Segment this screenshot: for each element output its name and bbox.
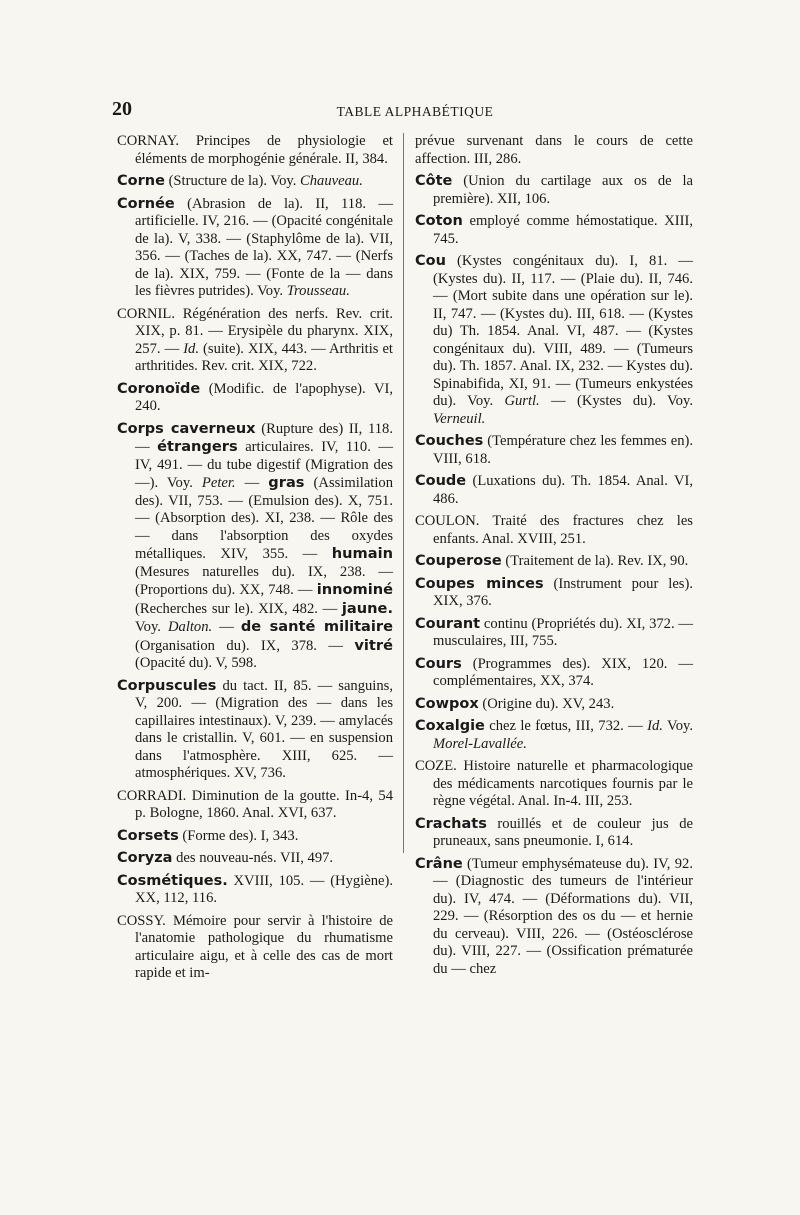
headword: Cours: [415, 655, 462, 672]
index-entry-cornil: CORNIL. Régénération des nerfs. Rev. crit. XIX, p. 81. — Erysipèle du pharynx. XIX, 257. — Id. (suite). XIX, 443. — Arthritis et arthritides. Rev. crit. XIX, 722.: [117, 305, 393, 374]
headword: Cornée: [117, 195, 175, 212]
headword: Corne: [117, 173, 165, 189]
index-entry-crane: Crâne (Tumeur emphysémateuse du). IV, 92. — (Diagnostic des tumeurs de l'intérieur du). IV, 474. — (Déformations du). VII, 229. — (Résorption des os du — et hernie du cerveau). VIII, 226. — (Ostéosclérose du). VIII, 227. — (Ossification prématurée du — chez: [415, 855, 693, 977]
headword: Couperose: [415, 553, 502, 569]
index-entry-corradi: CORRADI. Diminution de la goutte. In-4, 54 p. Bologne, 1860. Anal. XVI, 637.: [117, 787, 393, 821]
headword: Corpuscules: [117, 677, 217, 694]
headword: Corsets: [117, 827, 179, 844]
headword: Coude: [415, 473, 467, 489]
index-entry-couches: Couches (Température chez les femmes en). VIII, 618.: [415, 433, 693, 467]
index-entry-coton: Coton employé comme hémostatique. XIII, 745.: [415, 213, 693, 247]
index-entry-cossy: COSSY. Mémoire pour servir à l'histoire de l'anatomie pathologique du rhumatisme articulaire aigu, et à celle des cas de mort rapide et im-: [117, 912, 393, 981]
index-entry-corpuscules: Corpuscules du tact. II, 85. — sanguins, V, 200. — (Migration des — dans les capillaires intestinaux). V, 239. — amylacés dans le cristallin. V, 601. — en suspension dans l'atmosphère. XIII, 625. — atmosphériques. XV, 736.: [117, 677, 393, 781]
index-entry-cornay: CORNAY. Principes de physiologie et éléments de morphogénie générale. II, 384.: [117, 133, 393, 167]
index-entry-cowpox: Cowpox (Origine du). XV, 243.: [415, 695, 615, 712]
index-entry-coude: Coude (Luxations du). Th. 1854. Anal. VI, 486.: [415, 473, 693, 507]
index-entry-coronoide: Coronoïde (Modific. de l'apophyse). VI, 240.: [117, 380, 393, 414]
headword: Coxalgie: [415, 718, 485, 734]
index-entry-coxalgie: Coxalgie chez le fœtus, III, 732. — Id. Voy. Morel-Lavallée.: [415, 718, 693, 752]
headword: Coupes minces: [415, 575, 544, 592]
headword: Courant: [415, 615, 481, 632]
index-entry-cornee: Cornée (Abrasion de la). II, 118. — artificielle. IV, 216. — (Opacité congénitale de la). V, 338. — (Staphylôme de la). VII, 356. — (Taches de la). XX, 747. — (Nerfs de la). XIX, 759. — (Fonte de la — dans les fièvres putrides). Voy. Trousseau.: [117, 195, 393, 299]
index-entry-coulon: COULON. Traité des fractures chez les enfants. Anal. XVIII, 251.: [415, 513, 693, 547]
left-column: [117, 133, 393, 988]
index-entry-cote: Côte (Union du cartilage aux os de la première). XII, 106.: [415, 173, 693, 207]
index-entry-crachats: Crachats rouillés et de couleur jus de pruneaux, sans pneumonie. I, 614.: [415, 815, 693, 849]
headword: Crachats: [415, 815, 487, 832]
index-entry-cosmetiques: Cosmétiques. XVIII, 105. — (Hygiène). XX, 112, 116.: [117, 872, 393, 906]
headword: Crâne: [415, 855, 463, 872]
headword: Coryza: [117, 850, 173, 866]
headword: Cowpox: [415, 695, 479, 712]
index-entry-coze: COZE. Histoire naturelle et pharmacologique des médicaments narcotiques fournis par le règne végétal. Anal. In-4. III, 253.: [415, 758, 693, 809]
right-column: [415, 133, 693, 983]
index-entry-continuation: prévue survenant dans le cours de cette affection. III, 286.: [415, 133, 693, 167]
headword: Coronoïde: [117, 380, 201, 397]
column-divider: [403, 133, 404, 853]
index-entry-corps: Corps caverneux (Rupture des) II, 118. — étrangers articulaires. IV, 110. — IV, 491. — du tube digestif (Migration des —). Voy. Peter. — gras (Assimilation des). VII, 753. — (Emulsion des). X, 751. — (Absorption des). XI, 238. — Rôle des — dans l'absorption des oxydes métalliques. XIV, 355. — humain (Mesures naturelles du). IX, 238. — (Proportions du). XX, 748. — innominé (Recherches sur le). XIX, 482. — jaune. Voy. Dalton. — de santé militaire (Organisation du). IX, 378. — vitré (Opacité du). V, 598.: [117, 420, 394, 671]
index-entry-corsets: Corsets (Forme des). I, 343.: [117, 827, 299, 844]
headword: Cosmétiques.: [117, 872, 228, 889]
headword: Corps caverneux: [117, 420, 256, 437]
running-title: TABLE ALPHABÉTIQUE: [336, 104, 494, 119]
index-entry-courant: Courant continu (Propriétés du). XI, 372. — musculaires, III, 755.: [415, 615, 693, 649]
headword: Cou: [415, 253, 446, 269]
index-entry-coupes-minces: Coupes minces (Instrument pour les). XIX, 376.: [415, 575, 693, 609]
index-entry-corne: Corne (Structure de la). Voy. Chauveau.: [117, 173, 363, 189]
headword: Côte: [415, 173, 453, 189]
index-entry-coryza: Coryza des nouveau-nés. VII, 497.: [117, 850, 334, 866]
index-entry-cours: Cours (Programmes des). XIX, 120. — complémentaires, XX, 374.: [415, 655, 693, 689]
index-entry-couperose: Couperose (Traitement de la). Rev. IX, 90.: [415, 553, 689, 569]
index-entry-cou: Cou (Kystes congénitaux du). I, 81. — (Kystes du). II, 117. — (Plaie du). II, 746. — (Mort subite dans une opération sur le). II, 747. — (Kystes du). III, 618. — (Kystes du) Th. 1854. Anal. VI, 487. — (Kystes congénitaux du). VIII, 489. — (Tumeurs du). Th. 1857. Anal. IX, 232. — Kystes du). Spinabifida, XI, 91. — (Tumeurs enkystées du). Voy. Gurtl. — (Kystes du). Voy. Verneuil.: [415, 253, 693, 427]
headword: Coton: [415, 213, 463, 229]
page-number: 20: [112, 98, 132, 120]
headword: Couches: [415, 433, 484, 449]
